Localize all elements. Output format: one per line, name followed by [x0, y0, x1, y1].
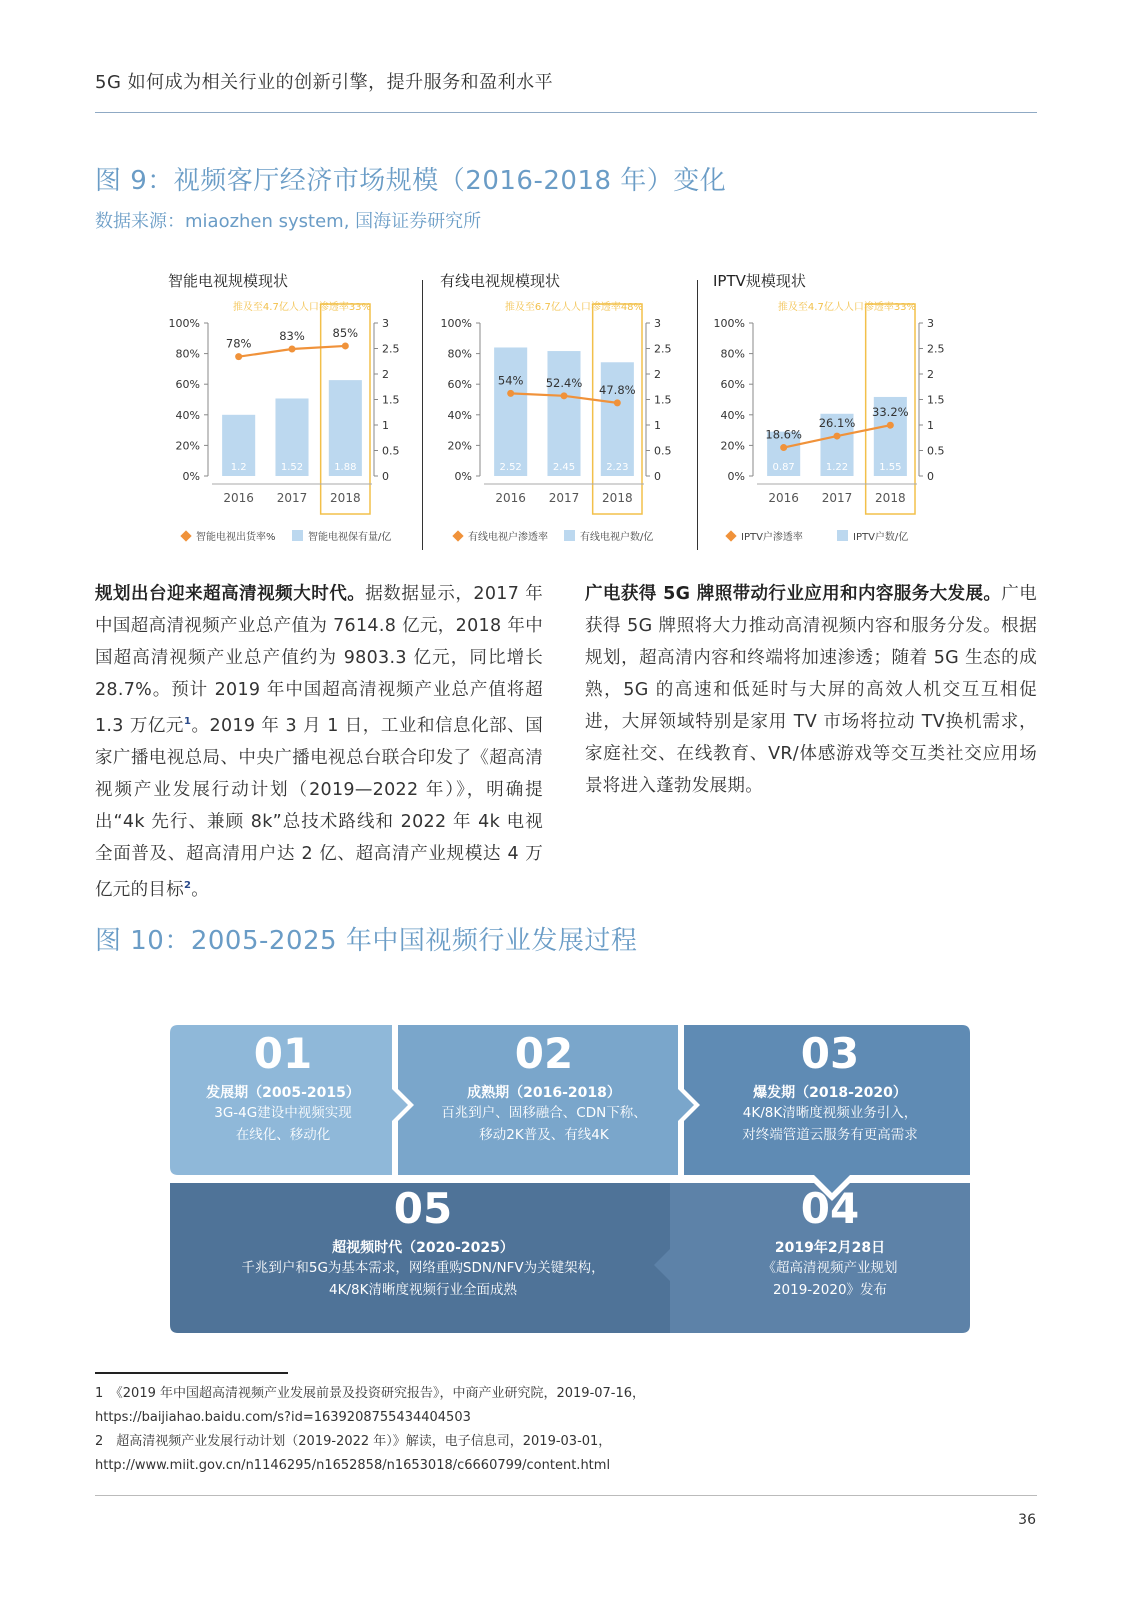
bar [494, 347, 527, 476]
bar-value-label: 1.52 [280, 462, 304, 473]
right-tick-label: 2 [927, 368, 934, 381]
right-paragraph-lead: 广电获得 5G 牌照带动行业应用和内容服务大发展。 [585, 584, 1002, 604]
stage-01-title: 发展期（2005-2015） [206, 1085, 360, 1101]
right-tick-label: 1.5 [382, 393, 400, 407]
legend-bar-marker [292, 530, 303, 541]
right-tick-label: 2 [382, 368, 389, 381]
x-tick-label: 2017 [276, 491, 308, 505]
left-tick-label: 60% [720, 378, 745, 392]
stage-02-desc-2: 移动2K普及、有线4K [479, 1127, 609, 1143]
right-tick-label: 0 [654, 470, 661, 483]
x-tick-label: 2017 [821, 491, 853, 505]
x-tick-label: 2018 [875, 491, 906, 505]
legend-bar-marker [837, 530, 848, 541]
bar-value-label: 1.88 [334, 462, 357, 473]
footnote-ref-2[interactable]: 2 [184, 879, 192, 891]
chart-divider-2 [697, 280, 698, 550]
right-tick-label: 1 [654, 419, 661, 432]
line-value-label: 33.2% [872, 405, 909, 420]
chart-title: 有线电视规模现状 [440, 272, 561, 290]
stage-03 [690, 1030, 970, 1146]
chart-smart-tv-svg [160, 268, 422, 558]
right-tick-label: 2.5 [382, 342, 400, 356]
left-tick-label: 0% [182, 470, 200, 483]
stage-05-desc-2: 4K/8K清晰度视频行业全面成熟 [329, 1282, 517, 1298]
legend-line-marker [452, 530, 463, 541]
line-value-label: 78% [225, 336, 252, 351]
line-value-label: 18.6% [765, 427, 802, 442]
stage-05-number: 05 [393, 1184, 453, 1233]
stage-05-title: 超视频时代（2020-2025） [332, 1240, 514, 1256]
figure9-source: 数据来源：miaozhen system, 国海证券研究所 [95, 211, 482, 232]
line-point [235, 353, 242, 360]
left-tick-label: 60% [175, 378, 200, 392]
body-right-paragraph [585, 578, 1037, 802]
page-number: 36 [1018, 1512, 1036, 1528]
stage-04-number: 04 [800, 1184, 860, 1233]
footnote-2-line-1: 2 超高清视频产业发展行动计划（2019-2022 年）》解读，电子信息司，2019-03-01， [95, 1434, 612, 1449]
bar-value-label: 1.22 [825, 462, 849, 473]
bar-value-label: 1.2 [230, 462, 247, 473]
line-value-label: 85% [332, 325, 359, 340]
line-point [507, 390, 514, 397]
line-value-label: 26.1% [818, 416, 856, 431]
stage-03-desc-2: 对终端管道云服务有更高需求 [742, 1127, 918, 1143]
line-value-label: 54% [497, 373, 524, 388]
footnote-divider [95, 1372, 288, 1374]
chart-note: 推及至4.7亿人人口渗透率33% [232, 302, 372, 313]
chart-title: 智能电视规模现状 [168, 272, 289, 290]
figure10-title: 图 10：2005-2025 年中国视频行业发展过程 [95, 926, 638, 956]
chart-cable-tv-svg [432, 268, 694, 558]
left-tick-label: 100% [168, 317, 200, 330]
stage-03-number: 03 [800, 1029, 860, 1078]
bar-value-label: 2.45 [552, 462, 576, 473]
right-tick-label: 2 [654, 368, 661, 381]
header-divider [95, 112, 1037, 113]
stage-05 [178, 1185, 668, 1301]
left-tick-label: 100% [440, 317, 472, 330]
x-tick-label: 2018 [602, 491, 633, 505]
left-tick-label: 40% [175, 408, 200, 422]
right-tick-label: 0.5 [654, 444, 672, 458]
left-tick-label: 40% [447, 408, 472, 422]
line-point [561, 392, 568, 399]
legend-line-marker [725, 530, 736, 541]
left-tick-label: 0% [454, 470, 472, 483]
stage-01-desc-2: 在线化、移动化 [235, 1127, 331, 1143]
line-point [780, 444, 787, 451]
stage-04-title: 2019年2月28日 [774, 1240, 886, 1256]
line-value-label: 47.8% [599, 382, 636, 397]
legend-bar-label: 智能电视保有量/亿 [308, 532, 392, 543]
line-point [887, 422, 894, 429]
right-tick-label: 3 [654, 317, 661, 330]
stage-02 [410, 1030, 678, 1146]
stage-01-number: 01 [253, 1029, 313, 1078]
chart-title: IPTV规模现状 [713, 272, 806, 290]
legend-line-label: 有线电视户渗透率 [468, 532, 548, 543]
stage-03-title: 爆发期（2018-2020） [753, 1085, 907, 1101]
footnote-1-link[interactable]: https://baijiahao.baidu.com/s?id=1639208755434404503 [95, 1410, 471, 1425]
left-tick-label: 80% [175, 347, 200, 361]
right-tick-label: 2.5 [654, 342, 672, 356]
stage-04 [690, 1185, 970, 1301]
left-tick-label: 60% [447, 378, 472, 392]
bar-value-label: 1.55 [879, 462, 902, 473]
line-value-label: 52.4% [545, 375, 583, 390]
x-tick-label: 2018 [330, 491, 361, 505]
bar-value-label: 0.87 [772, 462, 795, 473]
right-tick-label: 1.5 [927, 393, 945, 407]
right-tick-label: 1 [927, 419, 934, 432]
line-point [614, 399, 621, 406]
legend-bar-label: IPTV户数/亿 [853, 532, 909, 543]
chart-note: 推及至4.7亿人人口渗透率33% [777, 302, 917, 313]
x-tick-label: 2016 [768, 491, 799, 505]
x-tick-label: 2016 [223, 491, 254, 505]
legend-bar-marker [564, 530, 575, 541]
left-paragraph-text-1: 据数据显示，2017 年中国超高清视频产业总产值为 7614.8 亿元，2018 年中国超高清视频产业总产值约为 9803.3 亿元，同比增长 28.7%。预计 2019 年中国超高清视频产业总产值将超 1.3 万亿元 [95, 584, 544, 736]
right-tick-label: 0.5 [927, 444, 945, 458]
right-tick-label: 3 [927, 317, 934, 330]
stage-05-desc-1: 千兆到户和5G为基本需求，网络重购SDN/NFV为关键架构， [241, 1260, 605, 1276]
bar [601, 362, 634, 476]
x-tick-label: 2016 [495, 491, 526, 505]
left-paragraph-text-3: 。 [191, 879, 210, 900]
bar [547, 351, 580, 476]
left-tick-label: 100% [713, 317, 745, 330]
stage-02-title: 成熟期（2016-2018） [467, 1085, 621, 1101]
left-paragraph-text-2: 。2019 年 3 月 1 日，工业和信息化部、国家广播电视总局、中央广播电视总台联合印发了《超高清视频产业发展行动计划（2019—2022 年）》，明确提出“4k 先行、兼顾 8k”总技术路线和 2022 年 4k 电视全面普及、超高清用户达 2 亿、超高清产业规模达 4 万亿元的目标 [95, 715, 544, 900]
left-tick-label: 80% [720, 347, 745, 361]
stage-01-desc-1: 3G-4G建设中视频实现 [214, 1105, 352, 1121]
chart-smart-tv [160, 268, 422, 562]
figure9-title: 图 9：视频客厅经济市场规模（2016-2018 年）变化 [95, 166, 727, 196]
chart-iptv [705, 268, 967, 562]
stage-01 [178, 1030, 388, 1146]
footnote-ref-1[interactable]: 1 [183, 716, 192, 727]
legend-line-marker [180, 530, 191, 541]
right-tick-label: 0.5 [382, 444, 400, 458]
stage-04-desc-2: 2019-2020》发布 [772, 1282, 888, 1298]
right-tick-label: 1.5 [654, 393, 672, 407]
body-left-paragraph [95, 578, 543, 906]
footnote-2-link[interactable]: http://www.miit.gov.cn/n1146295/n1652858/n1653018/c6660799/content.html [95, 1458, 611, 1473]
line-point [834, 433, 841, 440]
left-tick-label: 20% [447, 439, 472, 453]
bar-value-label: 2.52 [499, 462, 522, 473]
left-tick-label: 20% [175, 439, 200, 453]
left-tick-label: 40% [720, 408, 745, 422]
stage-02-desc-1: 百兆到户、固移融合、CDN下称、 [441, 1105, 647, 1121]
left-tick-label: 80% [447, 347, 472, 361]
chart-divider-1 [422, 280, 423, 550]
chart-iptv-svg [705, 268, 967, 558]
legend-line-label: 智能电视出货率% [196, 532, 276, 543]
left-tick-label: 20% [720, 439, 745, 453]
right-tick-label: 0 [382, 470, 389, 483]
bar-value-label: 2.23 [606, 462, 629, 473]
chart-cable-tv [432, 268, 694, 562]
chart-note: 推及至6.7亿人人口渗透率48% [504, 302, 644, 313]
legend-bar-label: 有线电视户数/亿 [580, 532, 654, 543]
line-value-label: 83% [279, 329, 305, 344]
line-point [289, 346, 296, 353]
footnote-1-line-1: 1 《2019 年中国超高清视频产业发展前景及投资研究报告》，中商产业研究院，2019-07-16， [95, 1386, 646, 1401]
left-tick-label: 0% [727, 470, 745, 483]
stage-04-desc-1: 《超高清视频产业规划 [762, 1260, 898, 1276]
right-tick-label: 1 [382, 419, 389, 432]
line-point [342, 342, 349, 349]
right-tick-label: 3 [382, 317, 389, 330]
right-tick-label: 2.5 [927, 342, 945, 356]
right-tick-label: 0 [927, 470, 934, 483]
legend-line-label: IPTV户渗透率 [741, 532, 803, 543]
footer-divider [95, 1495, 1037, 1496]
left-paragraph-lead: 规划出台迎来超高清视频大时代。 [95, 584, 366, 604]
right-paragraph-text: 广电获得 5G 牌照将大力推动高清视频内容和服务分发。根据规划，超高清内容和终端将加速渗透；随着 5G 生态的成熟，5G 的高速和低延时与大屏的高效人机交互互相促进，大屏领域特别是家用 TV 市场将拉动 TV换机需求，家庭社交、在线教育、VR/体感游戏等交互类社交应用场景将进入蓬勃发展期。 [585, 584, 1037, 796]
stage-03-desc-1: 4K/8K清晰度视频业务引入， [742, 1105, 918, 1121]
page-header-title: 5G 如何成为相关行业的创新引擎，提升服务和盈利水平 [95, 72, 554, 93]
x-tick-label: 2017 [548, 491, 580, 505]
stage-02-number: 02 [514, 1029, 574, 1078]
